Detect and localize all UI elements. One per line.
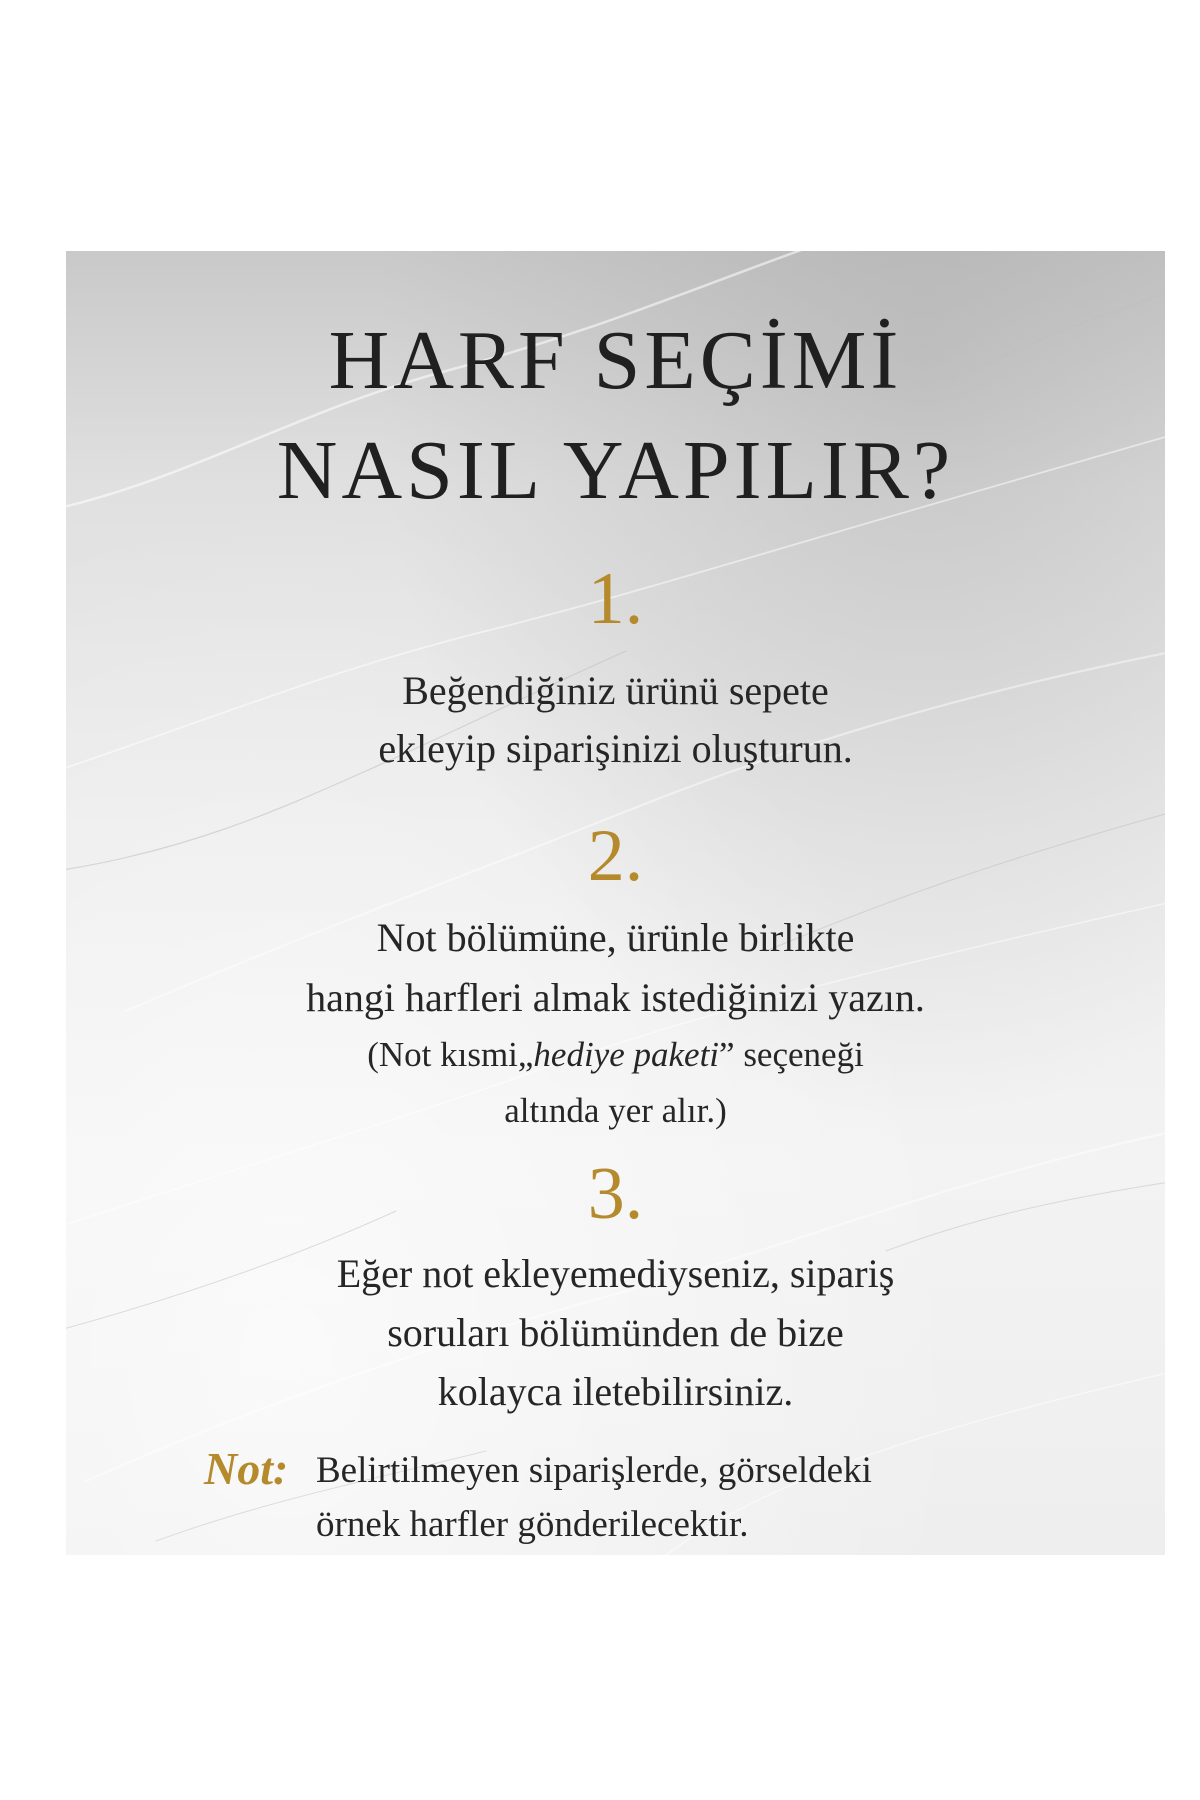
step-3-line-1: Eğer not ekleyemediyseniz, sipariş — [336, 1251, 895, 1296]
step-2-aside-line-2: altında yer alır.) — [504, 1091, 727, 1130]
note-section — [204, 1443, 1104, 1555]
marble-info-card — [66, 251, 1165, 1555]
title-line-2: NASIL YAPILIR? — [276, 424, 955, 517]
aside-suffix: ” seçeneği — [719, 1035, 864, 1074]
note-line-2: örnek harfler gönderilecektir. — [316, 1504, 749, 1545]
step-3-line-2: soruları bölümünden de bize — [387, 1310, 844, 1355]
note-label: Not: — [204, 1443, 289, 1494]
step-1-number: 1. — [587, 558, 644, 640]
step-2-number: 2. — [587, 815, 644, 897]
step-1-line-1: Beğendiğiniz ürünü sepete — [402, 668, 829, 713]
aside-prefix: (Not kısmi„ — [367, 1035, 534, 1074]
step-3-line-3: kolayca iletebilirsiniz. — [437, 1369, 794, 1414]
step-2-aside-line-1 — [66, 1037, 1165, 1072]
step-2-line-1: Not bölümüne, ürünle birlikte — [376, 915, 855, 960]
title-line-1: HARF SEÇİMİ — [328, 314, 903, 407]
step-1-line-2: ekleyip siparişinizi oluşturun. — [378, 726, 853, 771]
gift-wrap-option: hediye paketi — [533, 1035, 720, 1074]
step-2-line-2: hangi harfleri almak istediğinizi yazın. — [306, 975, 925, 1020]
step-3-number: 3. — [587, 1153, 644, 1235]
note-line-1: Belirtilmeyen siparişlerde, görseldeki — [316, 1450, 872, 1491]
